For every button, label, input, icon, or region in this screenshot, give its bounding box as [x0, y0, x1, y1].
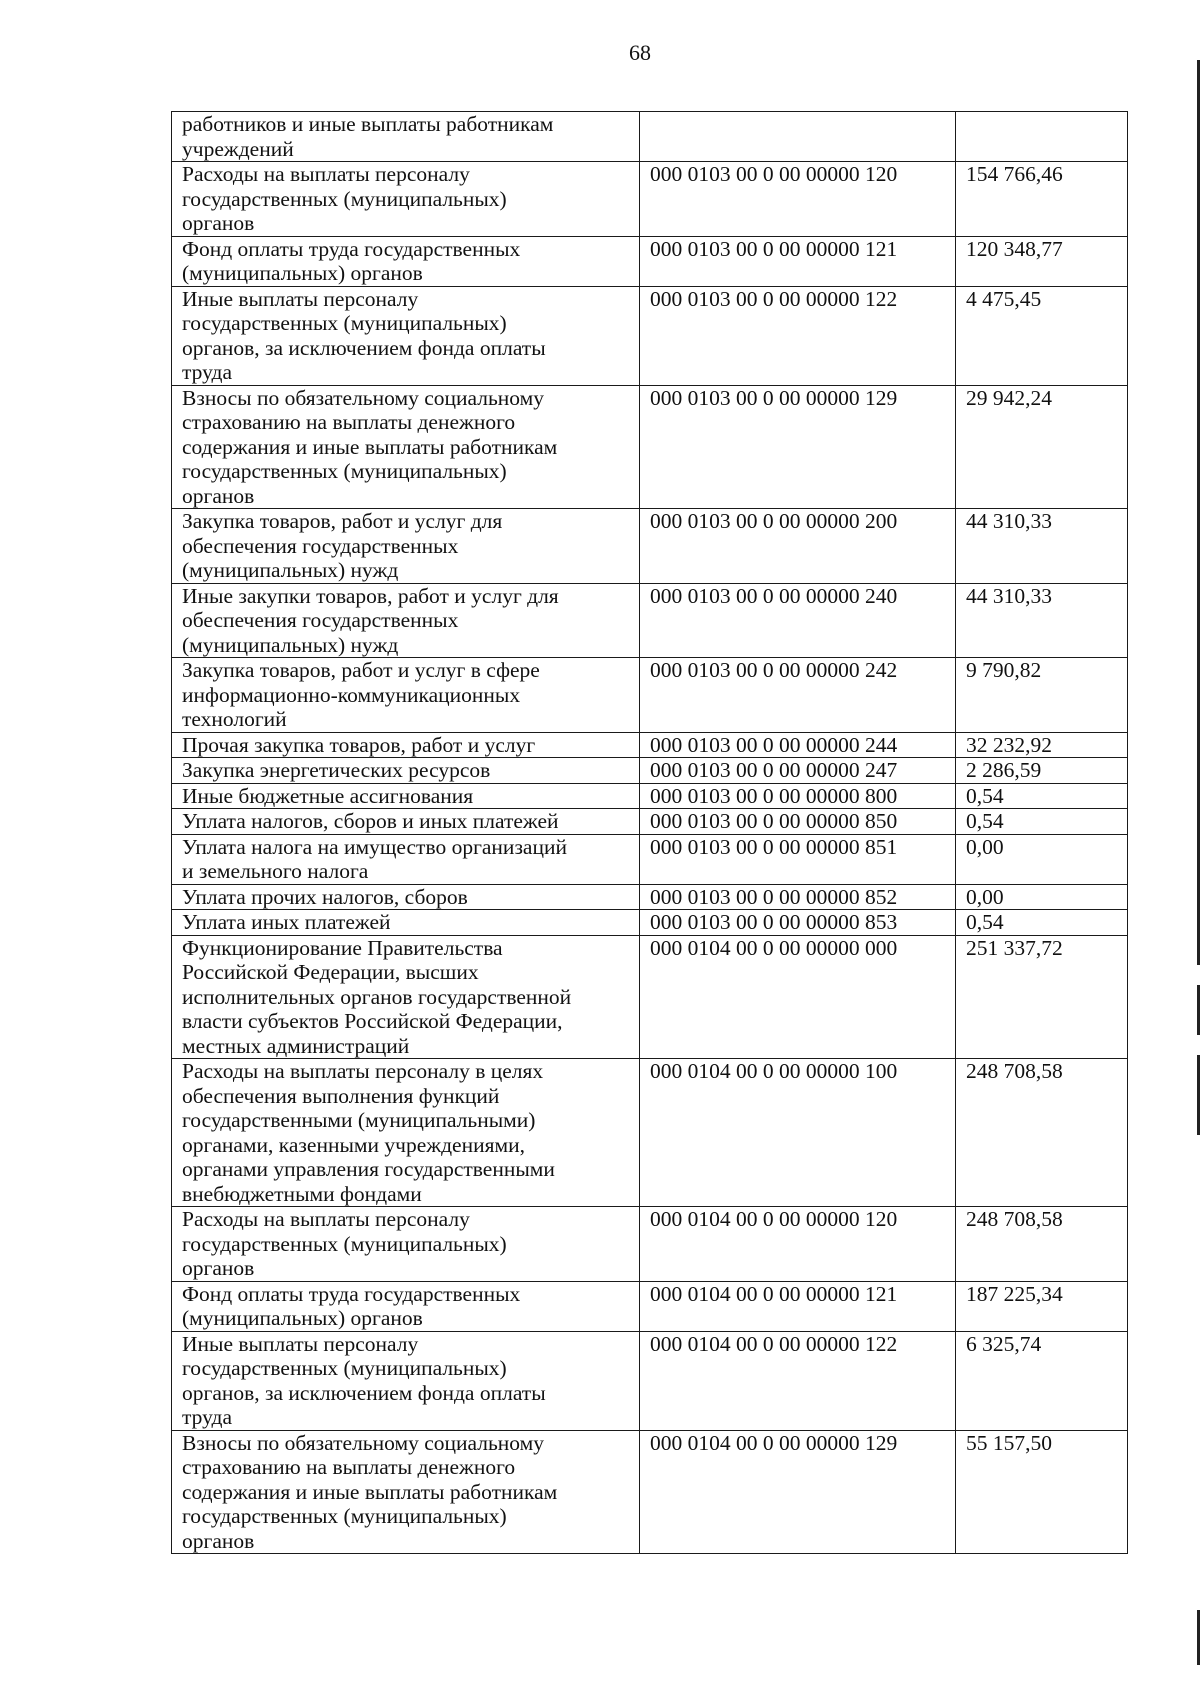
- amount-cell: 0,54: [956, 910, 1128, 936]
- budget-code-cell: 000 0103 00 0 00 00000 129: [640, 385, 956, 509]
- table-row: [172, 658, 1128, 733]
- budget-code-cell: 000 0104 00 0 00 00000 120: [640, 1207, 956, 1282]
- table-row: [172, 834, 1128, 884]
- table-row: [172, 758, 1128, 784]
- expense-name-cell: Закупка энергетических ресурсов: [172, 758, 640, 784]
- budget-code-cell: 000 0103 00 0 00 00000 121: [640, 236, 956, 286]
- budget-code-cell: [640, 112, 956, 162]
- expense-name-cell: Закупка товаров, работ и услуг в сфере информационно-коммуникационных технологий: [172, 658, 640, 733]
- budget-code-cell: 000 0103 00 0 00 00000 850: [640, 809, 956, 835]
- amount-cell: 154 766,46: [956, 162, 1128, 237]
- table-row: [172, 1430, 1128, 1554]
- expense-name-cell: Фонд оплаты труда государственных (муниципальных) органов: [172, 236, 640, 286]
- budget-code-cell: 000 0103 00 0 00 00000 242: [640, 658, 956, 733]
- amount-cell: 0,00: [956, 884, 1128, 910]
- amount-cell: 187 225,34: [956, 1281, 1128, 1331]
- budget-code-cell: 000 0103 00 0 00 00000 122: [640, 286, 956, 385]
- amount-cell: 29 942,24: [956, 385, 1128, 509]
- expense-name-cell: Иные бюджетные ассигнования: [172, 783, 640, 809]
- amount-cell: 2 286,59: [956, 758, 1128, 784]
- table-row: [172, 1207, 1128, 1282]
- expense-name-cell: Взносы по обязательному социальному страхованию на выплаты денежного содержания и иные выплаты работникам государственных (муниципальных) органов: [172, 385, 640, 509]
- budget-table: [171, 111, 1128, 1554]
- table-row: [172, 236, 1128, 286]
- expense-name-cell: работников и иные выплаты работникам учреждений: [172, 112, 640, 162]
- amount-cell: 0,54: [956, 783, 1128, 809]
- expense-name-cell: Прочая закупка товаров, работ и услуг: [172, 732, 640, 758]
- budget-code-cell: 000 0104 00 0 00 00000 122: [640, 1331, 956, 1430]
- table-row: [172, 1331, 1128, 1430]
- table-row: [172, 583, 1128, 658]
- budget-table-body: [172, 112, 1128, 1554]
- table-row: [172, 112, 1128, 162]
- table-row: [172, 286, 1128, 385]
- amount-cell: 9 790,82: [956, 658, 1128, 733]
- table-row: [172, 884, 1128, 910]
- expense-name-cell: Уплата иных платежей: [172, 910, 640, 936]
- expense-name-cell: Уплата налога на имущество организаций и земельного налога: [172, 834, 640, 884]
- budget-code-cell: 000 0104 00 0 00 00000 000: [640, 935, 956, 1059]
- budget-code-cell: 000 0104 00 0 00 00000 129: [640, 1430, 956, 1554]
- amount-cell: 32 232,92: [956, 732, 1128, 758]
- expense-name-cell: Иные закупки товаров, работ и услуг для обеспечения государственных (муниципальных) нужд: [172, 583, 640, 658]
- expense-name-cell: Взносы по обязательному социальному страхованию на выплаты денежного содержания и иные выплаты работникам государственных (муниципальных) органов: [172, 1430, 640, 1554]
- table-row: [172, 509, 1128, 584]
- budget-code-cell: 000 0103 00 0 00 00000 244: [640, 732, 956, 758]
- expense-name-cell: Уплата прочих налогов, сборов: [172, 884, 640, 910]
- budget-code-cell: 000 0103 00 0 00 00000 120: [640, 162, 956, 237]
- expense-name-cell: Уплата налогов, сборов и иных платежей: [172, 809, 640, 835]
- expense-name-cell: Фонд оплаты труда государственных (муниципальных) органов: [172, 1281, 640, 1331]
- amount-cell: 44 310,33: [956, 509, 1128, 584]
- amount-cell: 44 310,33: [956, 583, 1128, 658]
- amount-cell: 248 708,58: [956, 1207, 1128, 1282]
- budget-code-cell: 000 0104 00 0 00 00000 100: [640, 1059, 956, 1207]
- budget-code-cell: 000 0103 00 0 00 00000 247: [640, 758, 956, 784]
- expense-name-cell: Функционирование Правительства Российской Федерации, высших исполнительных органов государственной власти субъектов Российской Федерации, местных администраций: [172, 935, 640, 1059]
- page-number: 68: [629, 40, 651, 65]
- budget-code-cell: 000 0103 00 0 00 00000 240: [640, 583, 956, 658]
- table-row: [172, 1281, 1128, 1331]
- amount-cell: 0,54: [956, 809, 1128, 835]
- table-row: [172, 809, 1128, 835]
- amount-cell: 0,00: [956, 834, 1128, 884]
- amount-cell: 55 157,50: [956, 1430, 1128, 1554]
- table-row: [172, 162, 1128, 237]
- amount-cell: 120 348,77: [956, 236, 1128, 286]
- table-row: [172, 385, 1128, 509]
- table-row: [172, 1059, 1128, 1207]
- budget-code-cell: 000 0103 00 0 00 00000 852: [640, 884, 956, 910]
- amount-cell: 4 475,45: [956, 286, 1128, 385]
- expense-name-cell: Иные выплаты персоналу государственных (муниципальных) органов, за исключением фонда оплаты труда: [172, 1331, 640, 1430]
- expense-name-cell: Расходы на выплаты персоналу государственных (муниципальных) органов: [172, 162, 640, 237]
- table-row: [172, 935, 1128, 1059]
- expense-name-cell: Иные выплаты персоналу государственных (муниципальных) органов, за исключением фонда оплаты труда: [172, 286, 640, 385]
- budget-code-cell: 000 0103 00 0 00 00000 851: [640, 834, 956, 884]
- amount-cell: 251 337,72: [956, 935, 1128, 1059]
- expense-name-cell: Закупка товаров, работ и услуг для обеспечения государственных (муниципальных) нужд: [172, 509, 640, 584]
- budget-code-cell: 000 0103 00 0 00 00000 853: [640, 910, 956, 936]
- amount-cell: [956, 112, 1128, 162]
- budget-code-cell: 000 0103 00 0 00 00000 800: [640, 783, 956, 809]
- table-row: [172, 910, 1128, 936]
- amount-cell: 248 708,58: [956, 1059, 1128, 1207]
- amount-cell: 6 325,74: [956, 1331, 1128, 1430]
- budget-code-cell: 000 0103 00 0 00 00000 200: [640, 509, 956, 584]
- expense-name-cell: Расходы на выплаты персоналу государственных (муниципальных) органов: [172, 1207, 640, 1282]
- expense-name-cell: Расходы на выплаты персоналу в целях обеспечения выполнения функций государственными (муниципальными) органами, казенными учреждениями, органами управления государственными внебюджетными фондами: [172, 1059, 640, 1207]
- table-row: [172, 783, 1128, 809]
- table-row: [172, 732, 1128, 758]
- budget-code-cell: 000 0104 00 0 00 00000 121: [640, 1281, 956, 1331]
